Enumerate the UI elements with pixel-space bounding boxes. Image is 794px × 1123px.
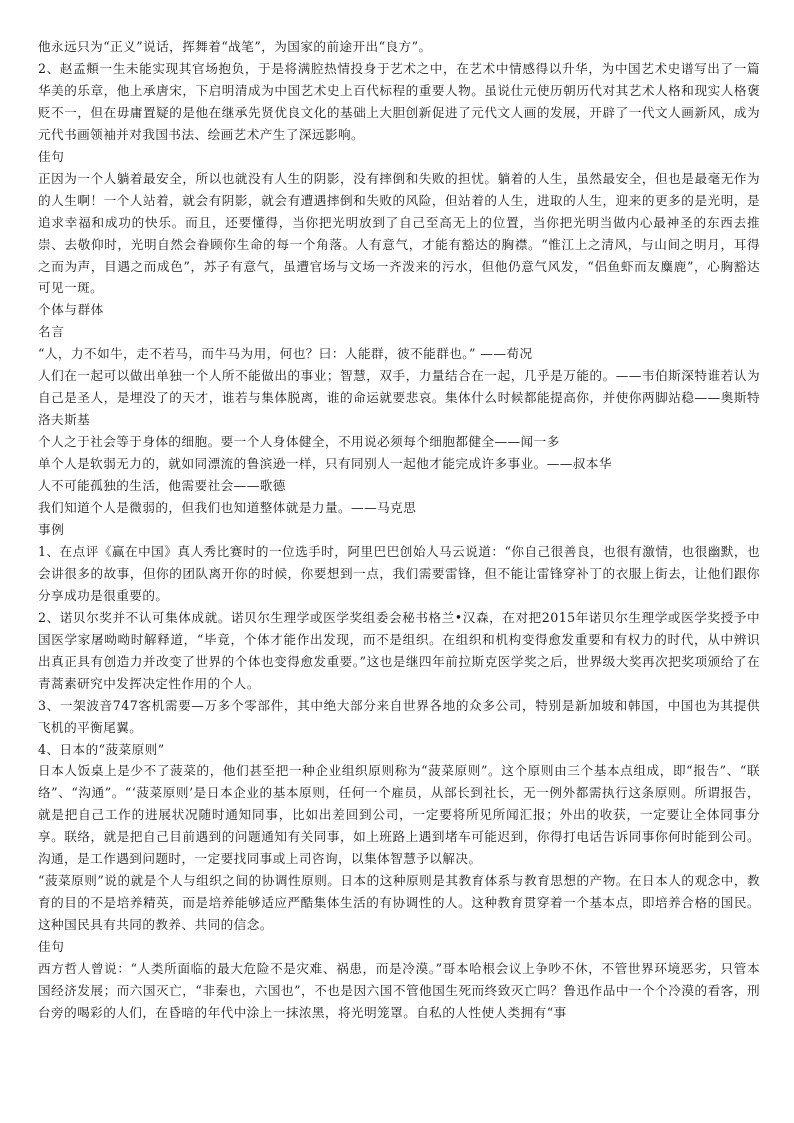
paragraph-quote: 人不可能孤独的生活，他需要社会——歌德 [38, 478, 286, 494]
paragraph-quote: 正因为一个人躺着最安全，所以也就没有人生的阴影，没有摔倒和失败的担忧。躺着的人生，虽然最安全，但也是最毫无作为的人生啊！一个人站着，就会有阴影，就会有遭遇摔倒和失败的风险，但站着的人生，进取的人生，迎来的更多的是光明，是追求幸福和成功的快乐。而且，还要懂得，当你把光明放到了自己至高无上的位置，当你把光明当做内心最神圣的东西去推崇、去敬仰时，光明自然会眷顾你生命的每一个角落。人有意气，才能有豁达的胸襟。“惟江上之清风，与山间之明月，耳得之而为声，目遇之而成色”，苏子有意气，虽遭官场与文场一齐泼来的污水，但他仍意气风发，“侣鱼虾而友麋鹿”，心胸豁达可见一斑。 [38, 170, 760, 296]
paragraph-example: 4、日本的“菠菜原则” [38, 741, 165, 757]
paragraph-example: 1、在点评《赢在中国》真人秀比赛时的一位选手时，阿里巴巴创始人马云说道：“你自己很善良，也很有激情，也很幽默，也会讲很多的故事，但你的团队离开你的时候，你要想到一点，我们需要雷锋，但不能让雷锋穿补丁的衣服上街去，让他们跟你分享成功是很重要的。 [38, 543, 760, 603]
paragraph-quote: “人，力不如牛，走不若马，而牛马为用，何也？曰：人能群，彼不能群也。” ——荀况 [38, 346, 533, 362]
paragraph-quote: 单个人是软弱无力的，就如同漂流的鲁滨逊一样，只有同别人一起他才能完成许多事业。——叔本华 [38, 456, 612, 472]
paragraph-continuation: 他永远只为“正义”说话，挥舞着“战笔”，为国家的前途开出“良方”。 [38, 39, 432, 54]
paragraph-quote: 人们在一起可以做出单独一个人所不能做出的事业；智慧，双手，力量结合在一起，几乎是万能的。——韦伯斯深特谁若认为自己是圣人，是埋没了的天才，谁若与集体脱离，谁的命运就要悲哀。集体什么时候都能提高你，并使你两脚站稳——奥斯特洛夫斯基 [38, 368, 760, 428]
document-page [38, 36, 760, 1024]
paragraph-quote: 我们知道个人是微弱的，但我们也知道整体就是力量。——马克思 [38, 500, 417, 516]
paragraph-quote: 西方哲人曾说：“人类所面临的最大危险不是灾难、祸患，而是冷漠。”哥本哈根会议上争吵不休，不管世界环境恶劣，只管本国经济发展；而六国灭亡，“非秦也，六国也”，不也是因六国不管他国生死而终致灭亡吗？鲁迅作品中一个个冷漠的看客，刑台旁的喝彩的人们，在昏暗的年代中涂上一抹浓黑，将光明笼罩。自私的人性使人类拥有“事 [38, 961, 760, 1020]
section-heading: 佳句 [38, 939, 65, 955]
paragraph-example: “菠菜原则”说的就是个人与组织之间的协调性原则。日本的这种原则是其教育体系与教育思想的产物。在日本人的观念中，教育的目的不是培养精英，而是培养能够适应严酷集体生活的有协调性的人。这种教育贯穿着一个基本点，即培养合格的国民。这种国民具有共同的教养、共同的信念。 [38, 873, 760, 933]
section-heading: 佳句 [38, 148, 65, 164]
section-heading: 事例 [38, 521, 65, 537]
paragraph-zhao-mengfu: 2、赵孟頫一生未能实现其官场抱负，于是将满腔热情投身于艺术之中，在艺术中情感得以升华，为中国艺术史谱写出了一篇华美的乐章，他上承唐宋，下启明清成为中国艺术史上百代标程的重要人物。虽说仕元使历朝历代对其艺术人格和现实人格褒贬不一，但在毋庸置疑的是他在继承先贤优良文化的基础上大胆创新促进了元代文人画的发展，开辟了一代文人画新风，成为元代书画领袖并对我国书法、绘画艺术产生了深远影响。 [38, 60, 760, 142]
section-heading: 名言 [38, 324, 65, 340]
section-heading: 个体与群体 [38, 302, 104, 318]
paragraph-quote: 个人之于社会等于身体的细胞。要一个人身体健全，不用说必须每个细胞都健全——闻一多 [38, 434, 560, 450]
paragraph-example: 日本人饭桌上是少不了菠菜的，他们甚至把一种企业组织原则称为“菠菜原则”。这个原则由三个基本点组成，即“报告”、“联络”、“沟通”。“‘菠菜原则’是日本企业的基本原则，任何一个雇员，从部长到社长，无一例外都需执行这条原则。所谓报告，就是把自己工作的进展状况随时通知同事，比如出差回到公司，一定要将所见所闻汇报；外出的收获，一定要让全体同事分享。联络，就是把自己目前遇到的问题通知有关同事，如上班路上遇到堵车可能迟到，你得打电话告诉同事你何时能到公司。沟通，是工作遇到问题时，一定要找同事或上司咨询，以集体智慧予以解决。 [38, 763, 760, 867]
paragraph-example: 3、一架波音747客机需要—万多个零部件，其中绝大部分来自世界各地的众多公司，特别是新加坡和韩国，中国也为其提供飞机的平衡尾翼。 [38, 697, 760, 735]
paragraph-example: 2、诺贝尔奖并不认可集体成就。诺贝尔生理学或医学奖组委会秘书格兰•汉森，在对把2015年诺贝尔生理学或医学奖授予中国医学家屠呦呦时解释道，“毕竟，个体才能作出发现，而不是组织。在组织和机构变得愈发重要和有权力的时代，从中辨识出真正具有创造力并改变了世界的个体也变得愈发重要。”这也是继四年前拉斯克医学奖之后，世界级大奖再次把奖项颁给了在青蒿素研究中发挥决定性作用的个人。 [38, 609, 760, 691]
